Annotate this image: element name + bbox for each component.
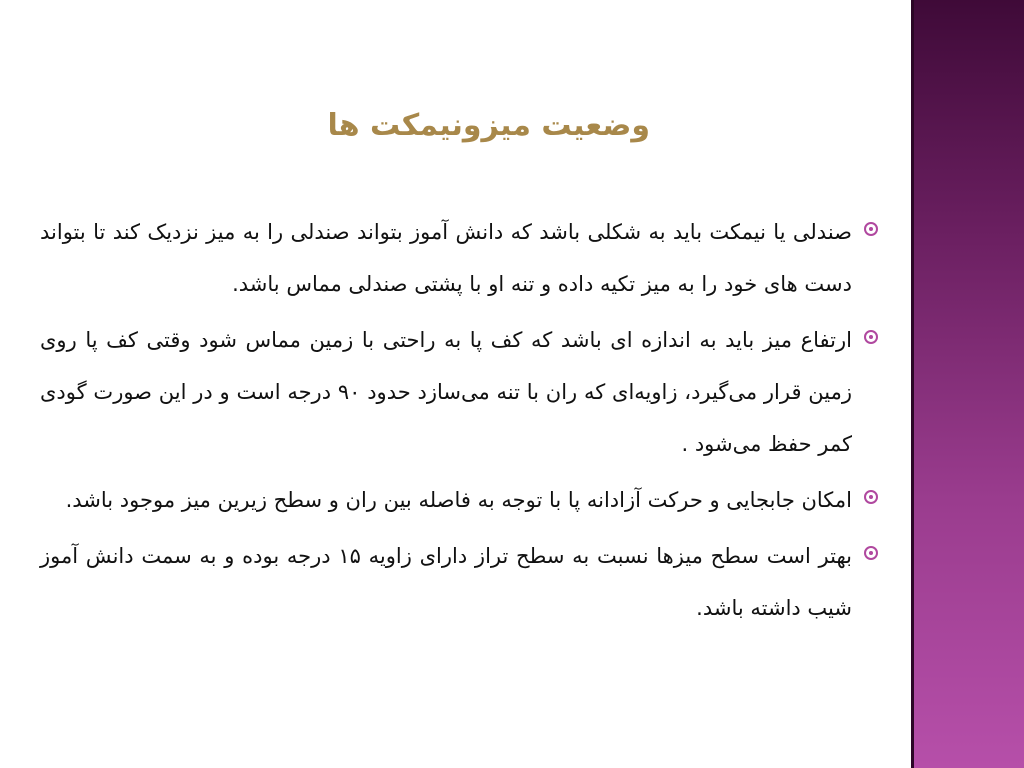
decorative-side-bar xyxy=(911,0,1024,768)
bullet-item xyxy=(40,474,880,526)
side-bar-edge xyxy=(911,0,914,768)
bullet-item xyxy=(40,314,880,470)
slide-title: وضعیت میزونیمکت ها xyxy=(327,108,650,143)
bullet-text: ارتفاع میز باید به اندازه ای باشد که کف پا به راحتی با زمین مماس شود وقتی کف پا روی زمین قرار می‌گیرد، زاویه‌ای که ران با تنه می‌سازد حدود ۹۰ درجه است و در این صورت گودی کمر حفظ می‌شود . xyxy=(40,328,852,456)
bullet-item xyxy=(40,530,880,634)
slide-content xyxy=(40,206,880,638)
circle-bullet-icon xyxy=(864,222,878,236)
bullet-item xyxy=(40,206,880,310)
bullet-text: صندلی یا نیمکت باید به شکلی باشد که دانش آموز بتواند صندلی را به میز نزدیک کند تا بتواند دست های خود را به میز تکیه داده و تنه او با پشتی صندلی مماس باشد. xyxy=(40,220,852,296)
circle-bullet-icon xyxy=(864,490,878,504)
bullet-text: امکان جابجایی و حرکت آزادانه پا با توجه به فاصله بین ران و سطح زیرین میز موجود باشد. xyxy=(65,488,852,512)
bullet-text: بهتر است سطح میزها نسبت به سطح تراز دارای زاویه ۱۵ درجه بوده و به سمت دانش آموز شیب داشته باشد. xyxy=(40,544,852,620)
circle-bullet-icon xyxy=(864,546,878,560)
circle-bullet-icon xyxy=(864,330,878,344)
